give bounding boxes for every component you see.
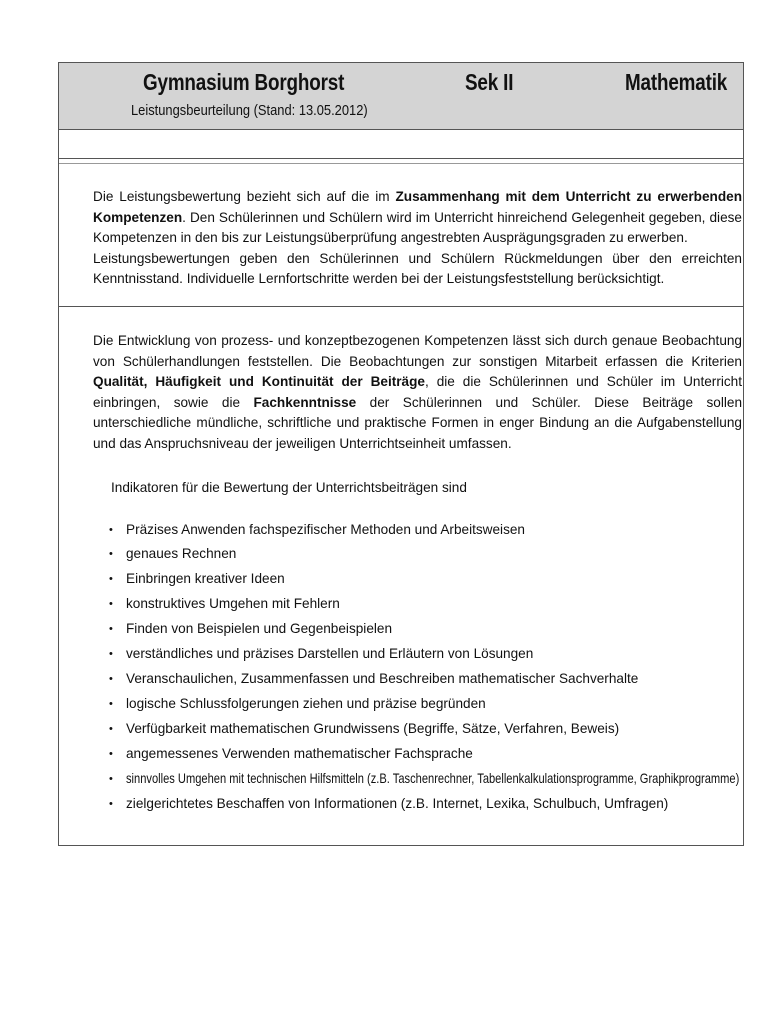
indicator-text: genaues Rechnen [126,546,237,562]
bullet-icon: • [109,623,113,636]
document-subtitle: Leistungsbeurteilung (Stand: 13.05.2012) [131,102,368,119]
indicator-item [109,792,743,817]
bullet-icon: • [109,648,113,661]
indicator-item [109,592,743,617]
indicator-item [109,567,743,592]
indicator-item [109,767,743,792]
section-participation [59,307,743,846]
paragraph-observation [59,331,743,455]
indicator-list [59,518,743,817]
paragraph-feedback: Leistungsbewertungen geben den Schülerinnen und Schülern Rückmeldungen über den erreichten Kenntnisstand. Individuelle Lernfortschritte werden bei der Leistungsfeststellung berücksichtigt. [93,250,742,287]
text-run: , die die Schülerinnen und Schüler im Unterricht einbringen, sowie die [93,374,742,410]
bullet-icon: • [109,673,113,685]
bullet-icon: • [109,697,113,710]
indicator-text: sinnvolles Umgehen mit technischen Hilfsmitteln (z.B. Taschenrechner, Tabellenkalkulationsprogramme, Graphikprogramme) [126,770,740,786]
text-run: der Schülerinnen und Schüler. Diese Beiträge sollen unterschiedliche mündliche, schriftliche und praktische Formen in enger Bindung an die Aufgabenstellung und das Anspruchsniveau der jeweiligen Unterrichtseinheit umfassen. [93,394,742,451]
indicator-text: angemessenes Verwenden mathematischer Fachsprache [126,745,473,761]
indicator-text: zielgerichtetes Beschaffen von Informationen (z.B. Internet, Lexika, Schulbuch, Umfragen) [126,795,669,811]
indicator-text: konstruktives Umgehen mit Fehlern [126,596,340,612]
indicator-text: Präzises Anwenden fachspezifischer Methoden und Arbeitsweisen [126,521,525,537]
empty-row [59,130,743,159]
document-sheet [58,62,744,846]
bullet-icon: • [109,797,113,810]
indicator-item [109,518,743,543]
indicator-text: logische Schlussfolgerungen ziehen und präzise begründen [126,695,486,711]
indicator-item [109,542,743,567]
indicator-item [109,742,743,767]
school-level: Sek II [465,69,514,95]
paragraph-competencies [59,187,743,249]
bold-run: Zusammenhang mit dem Unterricht zu erwerbenden Kompetenzen [93,189,742,225]
school-name: Gymnasium Borghorst [143,69,345,95]
subject-name: Mathematik [625,69,728,95]
indicator-heading: Indikatoren für die Bewertung der Unterrichtsbeiträgen sind [111,479,467,495]
bold-run: Fachkenntnisse [253,394,357,410]
bold-run: Qualität, Häufigkeit und Kontinuität der Beiträge [93,374,425,390]
bullet-icon: • [109,747,113,760]
text-run: Die Entwicklung von prozess- und konzeptbezogenen Kompetenzen lässt sich durch genaue Beobachtung von Schülerhandlungen feststellen. Die Beobachtungen zur sonstigen Mitarbeit erfassen die Kriterien [93,333,742,369]
indicator-text: Finden von Beispielen und Gegenbeispielen [126,621,393,637]
indicator-item [109,717,743,742]
indicator-item [109,617,743,642]
indicator-text: Verfügbarkeit mathematischen Grundwissens (Begriffe, Sätze, Verfahren, Beweis) [126,720,620,736]
bullet-icon: • [109,548,113,561]
indicator-text: Einbringen kreativer Ideen [126,571,285,587]
indicator-item [109,642,743,667]
indicator-item [109,667,743,692]
text-run: Die Leistungsbewertung bezieht sich auf die im [93,189,396,204]
indicator-text: Veranschaulichen, Zusammenfassen und Beschreiben mathematischer Sachverhalte [126,671,639,686]
bullet-icon: • [109,722,113,735]
bullet-icon: • [109,523,113,536]
bullet-icon: • [109,772,113,785]
bullet-icon: • [109,598,113,611]
indicator-item [109,692,743,717]
bullet-icon: • [109,573,113,586]
text-run: . Den Schülerinnen und Schülern wird im Unterricht hinreichend Gelegenheit gegeben, diese Kompetenzen in den bis zur Leistungsüberprüfung angestrebten Ausprägungsgraden zu erwerben. [93,209,742,246]
indicator-text: verständliches und präzises Darstellen und Erläutern von Lösungen [126,646,534,662]
section-assessment-basis [59,164,743,307]
header-bar [59,62,743,130]
